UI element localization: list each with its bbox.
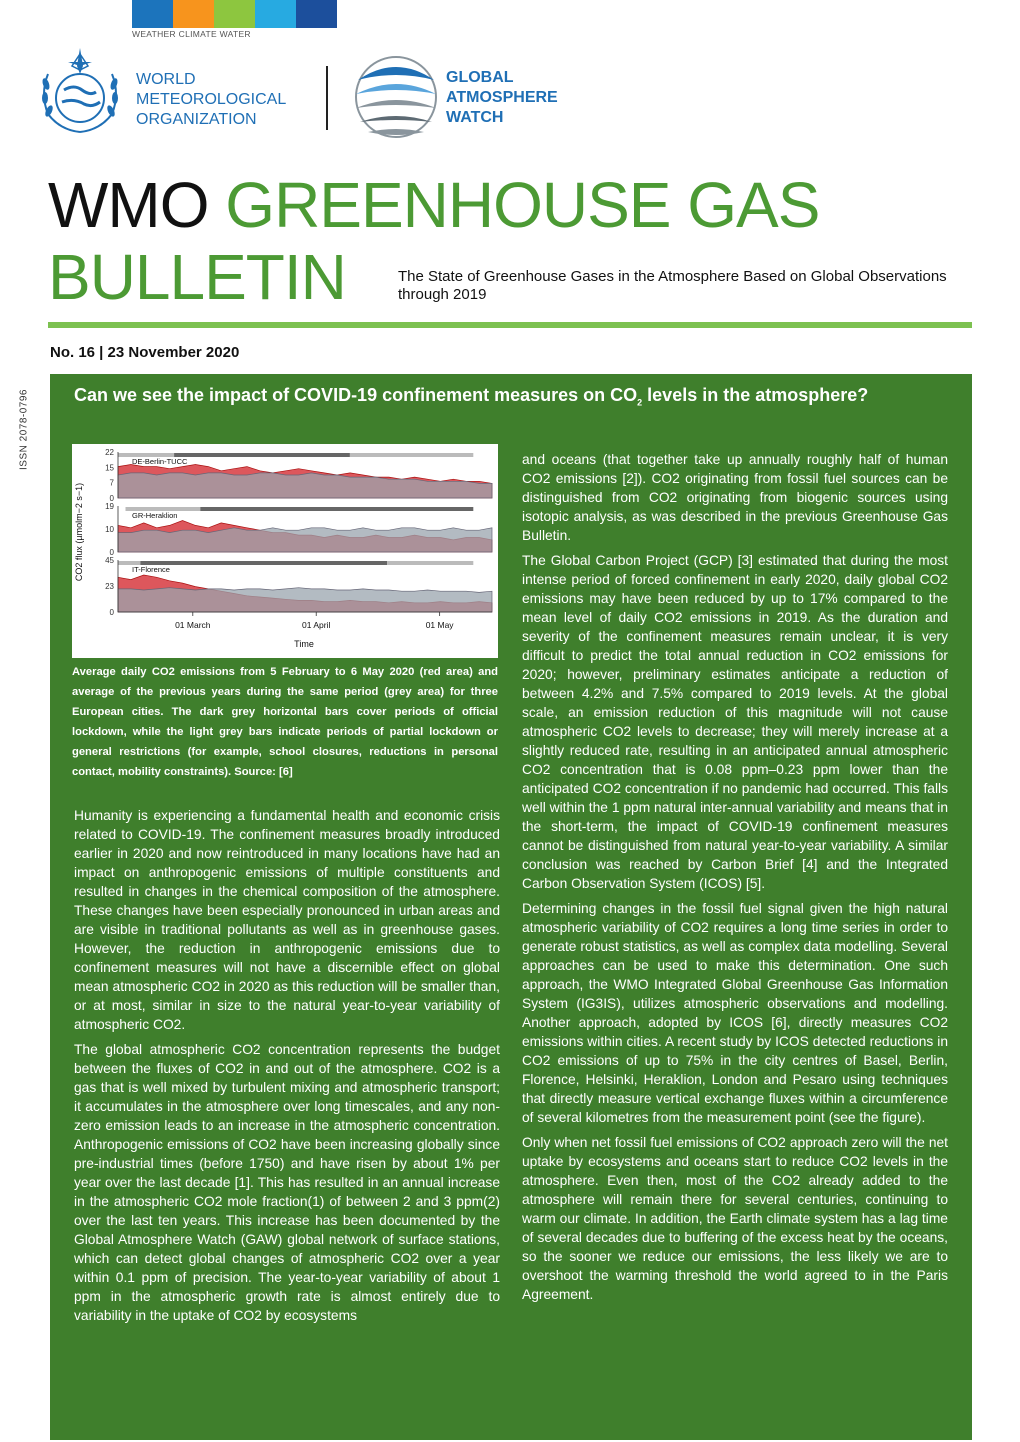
y-tick-label: 10	[105, 525, 114, 534]
previous-area-1	[118, 528, 492, 552]
panel-label-2: IT-Florence	[132, 565, 170, 574]
paragraph: Humanity is experiencing a fundamental health and economic crisis related to COVID-19. The confinement measures broadly introduced earlier in 2020 and now reintroduced in many locations have had an impact on anthropogenic emissions of multiple constituents and resulted in changes in the chemical composition of the atmosphere. These changes have been especially pronounced in urban areas and are visible in traditional pollutants as well as in greenhouse gases. However, the reduction in anthropogenic emissions due to confinement measures will not have a discernible effect on global mean atmospheric CO2 in 2020 as this reduction will be smaller than, or at most, similar in size to the natural year-to-year variability of atmospheric CO2.	[74, 808, 500, 1032]
co2-flux-chart	[72, 444, 498, 658]
y-tick-label: 22	[105, 448, 114, 457]
gaw-emblem-icon	[352, 52, 440, 142]
figure-chart	[72, 444, 498, 658]
gaw-line: WATCH	[446, 109, 504, 126]
brand-color-bar	[132, 0, 337, 28]
y-tick-label: 0	[109, 548, 114, 557]
period-bar-2-1	[140, 561, 387, 565]
y-tick-label: 45	[105, 556, 114, 565]
panel-label-1: GR-Heraklion	[132, 511, 178, 520]
y-tick-label: 15	[105, 463, 114, 473]
bulletin-title	[48, 170, 819, 240]
paragraph: Only when net fossil fuel emissions of CO2 approach zero will the net uptake by ecosystems and oceans start to reduce CO2 levels in the atmosphere. Even then, most of the CO2 already added to the atmosphere will remain there for several centuries, continuing to warm our climate. In addition, the Earth climate system has a lag time of several decades due to buffering of the excess heat by the oceans, so the sooner we reduce our emissions, the less likely we are to overshoot the warming threshold the world agreed to in the Paris Agreement.	[522, 1135, 948, 1302]
wmo-line: ORGANIZATION	[136, 111, 257, 128]
gaw-line: ATMOSPHERE	[446, 89, 558, 106]
heading-part-b: levels in the atmosphere?	[642, 385, 869, 405]
paragraph: and oceans (that together take up annually roughly half of human CO2 emissions [2]). CO2 originating from fossil fuel sources can be distinguished from CO2 originating from biogenic sources using isotopic analysis, as was described in the previous Greenhouse Gas Bulletin.	[522, 452, 948, 543]
right-column	[522, 450, 948, 1304]
period-bar-0-2	[350, 453, 473, 457]
x-tick-label: 01 May	[425, 620, 454, 630]
tagline: WEATHER CLIMATE WATER	[132, 29, 251, 39]
wmo-line: WORLD	[136, 71, 196, 88]
issn-side	[14, 374, 34, 494]
title-wmo: WMO	[48, 169, 209, 241]
period-bar-1-1	[200, 507, 473, 511]
title-bulletin: BULLETIN	[48, 241, 346, 313]
issue-info: No. 16 | 23 November 2020	[50, 344, 240, 361]
period-bar-0-1	[174, 453, 350, 457]
previous-area-0	[118, 473, 492, 498]
color-block-2	[173, 0, 214, 28]
paragraph: The Global Carbon Project (GCP) [3] estimated that during the most intense period of forced confinement in early 2020, daily global CO2 emissions may have been reduced by up to 17% compared to the mean level of daily CO2 emissions in 2019. As the duration and severity of the confinement measures remain unclear, it is very difficult to predict the total annual reduction in CO2 emissions for 2020; however, preliminary estimates anticipate a reduction of between 4.2% and 7.5% compared to 2019 levels. At the global scale, an emission reduction of this magnitude will not cause atmospheric CO2 levels to decrease; they will merely increase at a slightly reduced rate, resulting in an anticipated annual atmospheric CO2 concentration that is 0.08 ppm–0.23 ppm lower than the anticipated CO2 concentration if no pandemic had occurred. This falls well within the 1 ppm natural inter-annual variability and means that in the short-term, the impact of COVID-19 confinement measures cannot be distinguished from natural year-to-year variability. A similar conclusion was reached by Carbon Brief [4] and the Integrated Carbon Observation System (ICOS) [5].	[522, 553, 948, 891]
left-column	[74, 806, 500, 1325]
figure-caption: Average daily CO2 emissions from 5 February to 6 May 2020 (red area) and average of the previous years during the same period (grey area) for three European cities. The dark grey horizontal bars cover periods of official lockdown, while the light grey bars indicate periods of partial lockdown or general restrictions (for example, school closures, reductions in personal contact, mobility constraints). Source: [6]	[72, 666, 498, 778]
y-tick-label: 0	[109, 494, 114, 503]
x-tick-label: 01 April	[302, 620, 331, 630]
previous-area-2	[118, 588, 492, 612]
title-rule	[48, 322, 972, 328]
x-tick-label: 01 March	[175, 620, 211, 630]
color-block-3	[214, 0, 255, 28]
paragraph: Determining changes in the fossil fuel signal given the high natural atmospheric variability of CO2 requires a long time series in order to generate robust statistics, as well as complex data modelling. Several approaches can be used to make this determination. One such approach, the WMO Integrated Global Greenhouse Gas Information System (IG3IS), utilizes atmospheric observations and modelling. Another approach, adopted by ICOS [6], directly measures CO2 emissions within cities. A recent study by ICOS detected reductions in CO2 emissions of up to 75% in the city centres of Basel, Berlin, Florence, Helsinki, Heraklion, London and Pesaro using techniques that directly measure vertical exchange fluxes within a circumference of several kilometres from the measurement point (see the figure).	[522, 901, 948, 1125]
wmo-emblem-icon	[34, 44, 126, 136]
y-tick-label: 23	[105, 582, 114, 591]
paragraph: The global atmospheric CO2 concentration represents the budget between the fluxes of CO2 in and out of the atmosphere. CO2 is a gas that is well mixed by turbulent mixing and atmospheric transport; it accumulates in the atmosphere over long timescales, and any non-zero emission leads to an increase in the atmospheric concentration. Anthropogenic emissions of CO2 have been increasing globally since pre-industrial times (before 1750) and have risen by about 1% per year over the last decade [1]. This has resulted in an annual increase in the atmospheric CO2 mole fraction(1) of between 2 and 3 ppm(2) over the last ten years. This increase has been documented by the Global Atmosphere Watch (GAW) global network of surface stations, which can detect global changes of atmospheric CO2 over a year within 0.1 ppm of precision. The year-to-year variability of about 1 ppm in the atmospheric growth rate is almost entirely due to variability in the uptake of CO2 by ecosystems	[74, 1042, 500, 1323]
article-heading	[74, 384, 944, 406]
gaw-name	[446, 68, 558, 128]
y-axis-label: CO2 flux (µmolm−2 s−1)	[74, 482, 84, 582]
color-block-4	[255, 0, 296, 28]
title-greenhouse-gas: GREENHOUSE GAS	[225, 169, 820, 241]
logo-divider	[326, 66, 328, 130]
color-block-5	[296, 0, 337, 28]
issn-text: ISSN 2078-0796	[18, 389, 30, 470]
gaw-line: GLOBAL	[446, 69, 514, 86]
y-tick-label: 7	[109, 478, 114, 488]
wmo-name	[136, 70, 286, 130]
x-axis-label: Time	[294, 639, 314, 649]
heading-subscript: 2	[637, 397, 643, 408]
wmo-line: METEOROLOGICAL	[136, 91, 287, 108]
y-tick-label: 0	[109, 608, 114, 617]
color-block-1	[132, 0, 173, 28]
heading-part-a: Can we see the impact of COVID-19 confinement measures on CO	[74, 385, 638, 405]
y-tick-label: 19	[105, 502, 114, 511]
period-bar-2-2	[387, 561, 473, 565]
panel-label-0: DE-Berlin-TUCC	[132, 457, 188, 466]
bulletin-subtitle: The State of Greenhouse Gases in the Atmosphere Based on Global Observations through 2019	[398, 268, 947, 303]
